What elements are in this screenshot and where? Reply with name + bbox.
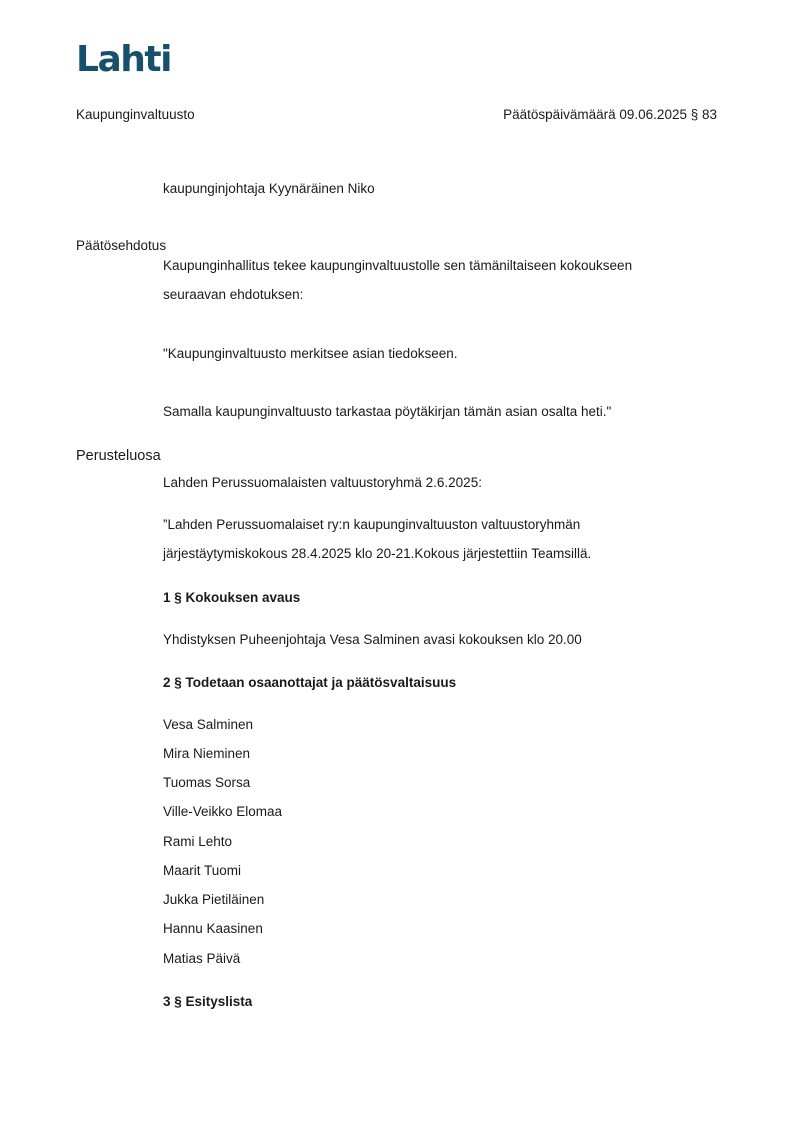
attendee-item: Maarit Tuomi — [163, 863, 242, 878]
section-3-title: 3 § Esityslista — [163, 994, 253, 1009]
lahti-logo: Lahti — [76, 39, 171, 80]
attendee-item: Ville-Veikko Elomaa — [163, 804, 283, 819]
attendee-item: Jukka Pietiläinen — [163, 892, 265, 907]
attendee-item: Rami Lehto — [163, 834, 233, 849]
proposal-line-1: Kaupunginhallitus tekee kaupunginvaltuustolle sen tämäniltaiseen kokoukseen — [163, 258, 633, 273]
grounds-intro: Lahden Perussuomalaisten valtuustoryhmä 2.6.2025: — [163, 475, 482, 490]
attendee-item: Matias Päivä — [163, 951, 241, 966]
section-1-title: 1 § Kokouksen avaus — [163, 590, 301, 605]
decision-body: Kaupunginvaltuusto — [76, 107, 195, 122]
proposal-line-2: seuraavan ehdotuksen: — [163, 287, 304, 302]
section-2-title: 2 § Todetaan osaanottajat ja päätösvaltaisuus — [163, 675, 457, 690]
proposal-quote-2: Samalla kaupunginvaltuusto tarkastaa pöytäkirjan tämän asian osalta heti." — [163, 404, 612, 419]
preparer: kaupunginjohtaja Kyynäräinen Niko — [163, 181, 375, 196]
section-1-text: Yhdistyksen Puheenjohtaja Vesa Salminen avasi kokouksen klo 20.00 — [163, 632, 582, 647]
proposal-quote-1: "Kaupunginvaltuusto merkitsee asian tiedokseen. — [163, 346, 458, 361]
attendee-item: Vesa Salminen — [163, 717, 254, 732]
attendee-item: Mira Nieminen — [163, 746, 251, 761]
decision-date-section: Päätöspäivämäärä 09.06.2025 § 83 — [503, 107, 717, 122]
grounds-paragraph-line-2: järjestäytymiskokous 28.4.2025 klo 20-21.Kokous järjestettiin Teamsillä. — [163, 546, 592, 561]
attendee-item: Tuomas Sorsa — [163, 775, 251, 790]
attendee-item: Hannu Kaasinen — [163, 921, 263, 936]
proposal-heading: Päätösehdotus — [76, 238, 167, 253]
grounds-paragraph-line-1: ”Lahden Perussuomalaiset ry:n kaupunginvaltuuston valtuustoryhmän — [163, 517, 581, 532]
grounds-heading: Perusteluosa — [76, 448, 161, 464]
